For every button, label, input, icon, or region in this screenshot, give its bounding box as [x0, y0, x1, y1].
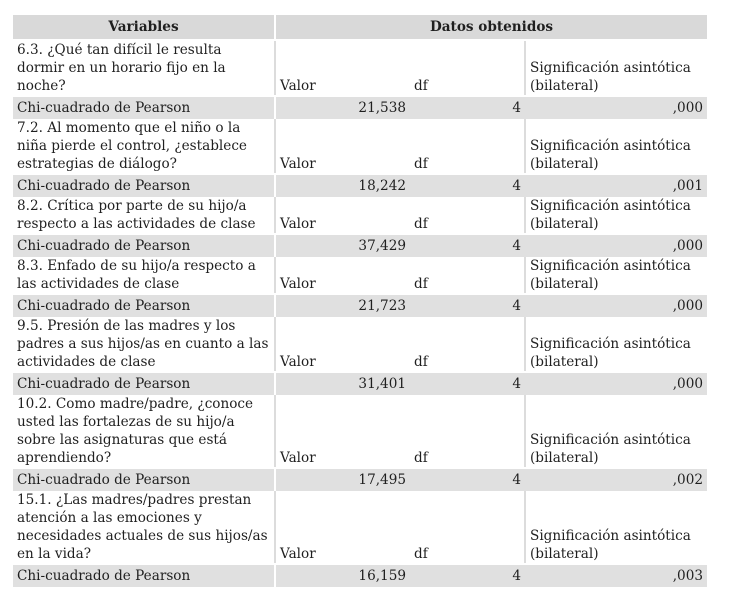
significance-label-line1: Significación asintótica: [530, 198, 691, 214]
chi-square-value: 31,401: [275, 372, 410, 395]
question-text: 10.2. Como madre/padre, ¿conoce usted las fortalezas de su hijo/a sobre las asignaturas que está aprendiendo?: [13, 395, 275, 468]
significance-label-line2: (bilateral): [530, 156, 599, 172]
chi-square-label: Chi-cuadrado de Pearson: [13, 468, 275, 491]
significance-label-line2: (bilateral): [530, 276, 599, 292]
df-value: 4: [410, 96, 525, 119]
valor-label: Valor: [275, 197, 410, 234]
valor-label: Valor: [275, 41, 410, 96]
header-variables: Variables: [13, 15, 275, 39]
significance-label-line1: Significación asintótica: [530, 336, 691, 352]
significance-label: [525, 197, 707, 234]
chi-square-label: Chi-cuadrado de Pearson: [13, 174, 275, 197]
significance-value: ,000: [525, 372, 707, 395]
significance-label-line1: Significación asintótica: [530, 60, 691, 76]
question-row: [13, 491, 707, 564]
header-datos-obtenidos: Datos obtenidos: [275, 15, 707, 39]
chi-square-value: 18,242: [275, 174, 410, 197]
chi-square-row: [13, 96, 707, 119]
question-row: [13, 395, 707, 468]
df-label: df: [410, 119, 525, 174]
significance-label-line1: Significación asintótica: [530, 528, 691, 544]
significance-label-line2: (bilateral): [530, 216, 599, 232]
question-text: 7.2. Al momento que el niño o la niña pierde el control, ¿establece estrategias de diálogo?: [13, 119, 275, 174]
chi-square-table: [13, 15, 707, 587]
question-row: [13, 197, 707, 234]
question-row: [13, 41, 707, 96]
chi-square-value: 37,429: [275, 234, 410, 257]
valor-label: Valor: [275, 395, 410, 468]
valor-label: Valor: [275, 119, 410, 174]
question-text: 6.3. ¿Qué tan difícil le resulta dormir en un horario fijo en la noche?: [13, 41, 275, 96]
significance-label-line2: (bilateral): [530, 354, 599, 370]
table-body: [13, 41, 707, 587]
significance-label-line1: Significación asintótica: [530, 138, 691, 154]
significance-label-line2: (bilateral): [530, 546, 599, 562]
chi-square-value: 21,538: [275, 96, 410, 119]
df-value: 4: [410, 372, 525, 395]
df-value: 4: [410, 564, 525, 587]
valor-label: Valor: [275, 491, 410, 564]
significance-value: ,000: [525, 234, 707, 257]
chi-square-label: Chi-cuadrado de Pearson: [13, 372, 275, 395]
question-text: 8.3. Enfado de su hijo/a respecto a las actividades de clase: [13, 257, 275, 294]
df-label: df: [410, 491, 525, 564]
significance-label: [525, 41, 707, 96]
significance-label-line1: Significación asintótica: [530, 258, 691, 274]
chi-square-row: [13, 372, 707, 395]
question-row: [13, 257, 707, 294]
question-text: 9.5. Presión de las madres y los padres a sus hijos/as en cuanto a las actividades de clase: [13, 317, 275, 372]
df-label: df: [410, 317, 525, 372]
chi-square-row: [13, 468, 707, 491]
table-header-row: [13, 15, 707, 39]
chi-square-row: [13, 234, 707, 257]
df-label: df: [410, 197, 525, 234]
significance-label: [525, 257, 707, 294]
chi-square-row: [13, 174, 707, 197]
question-text: 8.2. Crítica por parte de su hijo/a respecto a las actividades de clase: [13, 197, 275, 234]
significance-value: ,000: [525, 294, 707, 317]
question-row: [13, 317, 707, 372]
significance-label: [525, 317, 707, 372]
valor-label: Valor: [275, 257, 410, 294]
significance-label: [525, 119, 707, 174]
significance-value: ,003: [525, 564, 707, 587]
significance-label-line2: (bilateral): [530, 78, 599, 94]
chi-square-label: Chi-cuadrado de Pearson: [13, 294, 275, 317]
df-value: 4: [410, 234, 525, 257]
significance-label-line1: Significación asintótica: [530, 432, 691, 448]
significance-label: [525, 395, 707, 468]
significance-value: ,001: [525, 174, 707, 197]
valor-label: Valor: [275, 317, 410, 372]
chi-square-row: [13, 564, 707, 587]
df-value: 4: [410, 294, 525, 317]
chi-square-label: Chi-cuadrado de Pearson: [13, 564, 275, 587]
chi-square-value: 21,723: [275, 294, 410, 317]
significance-value: ,000: [525, 96, 707, 119]
df-label: df: [410, 41, 525, 96]
df-label: df: [410, 395, 525, 468]
significance-label: [525, 491, 707, 564]
df-value: 4: [410, 174, 525, 197]
df-label: df: [410, 257, 525, 294]
chi-square-label: Chi-cuadrado de Pearson: [13, 234, 275, 257]
chi-square-label: Chi-cuadrado de Pearson: [13, 96, 275, 119]
chi-square-row: [13, 294, 707, 317]
chi-square-value: 16,159: [275, 564, 410, 587]
significance-value: ,002: [525, 468, 707, 491]
chi-square-value: 17,495: [275, 468, 410, 491]
question-text: 15.1. ¿Las madres/padres prestan atención a las emociones y necesidades actuales de sus hijos/as en la vida?: [13, 491, 275, 564]
question-row: [13, 119, 707, 174]
df-value: 4: [410, 468, 525, 491]
significance-label-line2: (bilateral): [530, 450, 599, 466]
